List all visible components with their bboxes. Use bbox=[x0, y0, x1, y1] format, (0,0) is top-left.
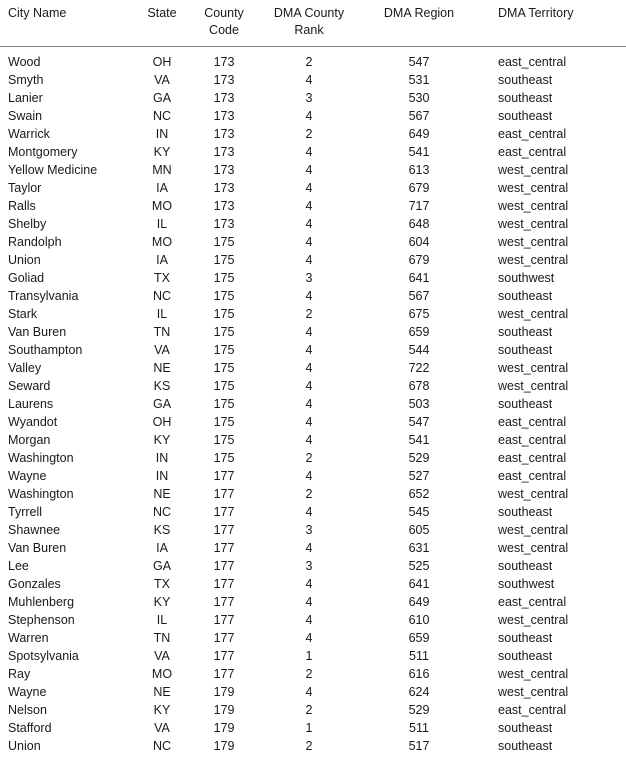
cell-city-name: Warren bbox=[8, 631, 49, 645]
cell-dma-territory: west_central bbox=[498, 163, 569, 177]
table-row bbox=[0, 359, 626, 377]
cell-state: GA bbox=[152, 397, 172, 411]
column-header-label: County Code bbox=[204, 6, 244, 37]
cell-dma-county-rank: 2 bbox=[305, 667, 313, 681]
table-row bbox=[0, 143, 626, 161]
table-row bbox=[0, 233, 626, 251]
table-row bbox=[0, 251, 626, 269]
cell-state: KY bbox=[153, 145, 171, 159]
cell-dma-territory: east_central bbox=[498, 703, 567, 717]
table-row bbox=[0, 413, 626, 431]
cell-dma-region: 649 bbox=[408, 127, 430, 141]
cell-state: NE bbox=[153, 361, 171, 375]
cell-state: TN bbox=[153, 325, 171, 339]
column-header-label: City Name bbox=[8, 6, 67, 20]
table-row bbox=[0, 47, 626, 72]
cell-dma-region: 610 bbox=[408, 613, 430, 627]
column-header-state bbox=[130, 0, 194, 47]
cell-dma-region: 624 bbox=[408, 685, 430, 699]
cell-dma-territory: west_central bbox=[498, 235, 569, 249]
cell-county-code: 177 bbox=[213, 505, 235, 519]
cell-city-name: Stafford bbox=[8, 721, 52, 735]
cell-dma-county-rank: 4 bbox=[305, 595, 313, 609]
cell-county-code: 175 bbox=[213, 343, 235, 357]
column-header-label: State bbox=[147, 6, 177, 20]
cell-dma-region: 530 bbox=[408, 91, 430, 105]
cell-state: NC bbox=[152, 109, 172, 123]
cell-dma-territory: southeast bbox=[498, 289, 553, 303]
cell-dma-region: 531 bbox=[408, 73, 430, 87]
cell-dma-territory: east_central bbox=[498, 433, 567, 447]
cell-dma-region: 567 bbox=[408, 289, 430, 303]
cell-dma-region: 659 bbox=[408, 631, 430, 645]
cell-dma-county-rank: 2 bbox=[305, 127, 313, 141]
cell-dma-county-rank: 4 bbox=[305, 541, 313, 555]
cell-state: NC bbox=[152, 505, 172, 519]
cell-dma-territory: west_central bbox=[498, 361, 569, 375]
cell-county-code: 177 bbox=[213, 487, 235, 501]
table-row bbox=[0, 377, 626, 395]
cell-city-name: Wayne bbox=[8, 685, 47, 699]
cell-dma-region: 541 bbox=[408, 433, 430, 447]
column-header-city-name bbox=[0, 0, 130, 47]
cell-dma-region: 679 bbox=[408, 181, 430, 195]
cell-dma-county-rank: 2 bbox=[305, 703, 313, 717]
cell-dma-region: 527 bbox=[408, 469, 430, 483]
table-row bbox=[0, 719, 626, 737]
cell-dma-region: 517 bbox=[408, 739, 430, 753]
cell-dma-region: 641 bbox=[408, 271, 430, 285]
table-row bbox=[0, 683, 626, 701]
cell-dma-region: 547 bbox=[408, 415, 430, 429]
cell-county-code: 177 bbox=[213, 649, 235, 663]
cell-state: IN bbox=[155, 469, 169, 483]
cell-dma-territory: west_central bbox=[498, 379, 569, 393]
cell-county-code: 175 bbox=[213, 379, 235, 393]
table-row bbox=[0, 107, 626, 125]
cell-city-name: Van Buren bbox=[8, 325, 67, 339]
cell-state: TX bbox=[154, 271, 170, 285]
cell-city-name: Warrick bbox=[8, 127, 50, 141]
cell-county-code: 177 bbox=[213, 523, 235, 537]
cell-state: VA bbox=[154, 721, 170, 735]
cell-state: VA bbox=[154, 343, 170, 357]
cell-dma-territory: west_central bbox=[498, 307, 569, 321]
cell-city-name: Stephenson bbox=[8, 613, 75, 627]
cell-state: IA bbox=[156, 541, 168, 555]
cell-county-code: 177 bbox=[213, 559, 235, 573]
cell-city-name: Muhlenberg bbox=[8, 595, 75, 609]
cell-dma-county-rank: 4 bbox=[305, 181, 313, 195]
cell-city-name: Lanier bbox=[8, 91, 43, 105]
cell-city-name: Morgan bbox=[8, 433, 51, 447]
cell-city-name: Ralls bbox=[8, 199, 36, 213]
cell-county-code: 173 bbox=[213, 55, 235, 69]
cell-dma-county-rank: 4 bbox=[305, 109, 313, 123]
table-header bbox=[0, 0, 626, 47]
cell-state: KY bbox=[153, 703, 171, 717]
cell-state: IL bbox=[156, 613, 168, 627]
cell-dma-territory: southeast bbox=[498, 739, 553, 753]
cell-state: MO bbox=[151, 235, 173, 249]
cell-state: NC bbox=[152, 289, 172, 303]
cell-city-name: Montgomery bbox=[8, 145, 78, 159]
cell-city-name: Union bbox=[8, 739, 41, 753]
cell-dma-county-rank: 4 bbox=[305, 415, 313, 429]
cell-dma-county-rank: 2 bbox=[305, 451, 313, 465]
cell-dma-county-rank: 2 bbox=[305, 55, 313, 69]
cell-dma-county-rank: 3 bbox=[305, 559, 313, 573]
column-header-dma-territory bbox=[474, 0, 626, 47]
cell-state: IA bbox=[156, 181, 168, 195]
cell-state: IA bbox=[156, 253, 168, 267]
cell-city-name: Wyandot bbox=[8, 415, 58, 429]
cell-city-name: Union bbox=[8, 253, 41, 267]
column-header-label: DMA Territory bbox=[498, 6, 574, 20]
cell-dma-region: 567 bbox=[408, 109, 430, 123]
cell-state: KS bbox=[153, 379, 171, 393]
cell-dma-territory: east_central bbox=[498, 145, 567, 159]
table-row bbox=[0, 431, 626, 449]
cell-county-code: 179 bbox=[213, 721, 235, 735]
table-row bbox=[0, 647, 626, 665]
cell-dma-region: 544 bbox=[408, 343, 430, 357]
cell-county-code: 179 bbox=[213, 685, 235, 699]
cell-dma-region: 529 bbox=[408, 703, 430, 717]
cell-dma-territory: east_central bbox=[498, 469, 567, 483]
table-row bbox=[0, 197, 626, 215]
table-row bbox=[0, 161, 626, 179]
cell-dma-county-rank: 3 bbox=[305, 523, 313, 537]
column-header-county-code bbox=[194, 0, 254, 47]
cell-county-code: 175 bbox=[213, 235, 235, 249]
cell-county-code: 175 bbox=[213, 361, 235, 375]
cell-dma-territory: west_central bbox=[498, 487, 569, 501]
cell-dma-county-rank: 1 bbox=[305, 649, 313, 663]
cell-county-code: 177 bbox=[213, 469, 235, 483]
table-row bbox=[0, 575, 626, 593]
cell-dma-region: 525 bbox=[408, 559, 430, 573]
cell-county-code: 179 bbox=[213, 739, 235, 753]
table-row bbox=[0, 701, 626, 719]
table-row bbox=[0, 125, 626, 143]
cell-county-code: 173 bbox=[213, 127, 235, 141]
cell-dma-territory: east_central bbox=[498, 55, 567, 69]
cell-dma-territory: west_central bbox=[498, 541, 569, 555]
cell-city-name: Smyth bbox=[8, 73, 44, 87]
cell-state: IN bbox=[155, 451, 169, 465]
cell-county-code: 177 bbox=[213, 631, 235, 645]
cell-city-name: Wood bbox=[8, 55, 41, 69]
cell-city-name: Wayne bbox=[8, 469, 47, 483]
cell-city-name: Randolph bbox=[8, 235, 62, 249]
cell-city-name: Stark bbox=[8, 307, 38, 321]
cell-dma-county-rank: 4 bbox=[305, 397, 313, 411]
cell-dma-county-rank: 4 bbox=[305, 631, 313, 645]
table-row bbox=[0, 323, 626, 341]
table-row bbox=[0, 305, 626, 323]
cell-dma-region: 511 bbox=[409, 721, 429, 735]
cell-city-name: Transylvania bbox=[8, 289, 79, 303]
table-row bbox=[0, 269, 626, 287]
cell-city-name: Ray bbox=[8, 667, 31, 681]
cell-dma-county-rank: 4 bbox=[305, 469, 313, 483]
cell-dma-county-rank: 4 bbox=[305, 505, 313, 519]
table-body bbox=[0, 47, 626, 756]
cell-county-code: 175 bbox=[213, 397, 235, 411]
cell-city-name: Nelson bbox=[8, 703, 47, 717]
cell-dma-territory: southeast bbox=[498, 109, 553, 123]
cell-dma-county-rank: 4 bbox=[305, 361, 313, 375]
cell-dma-territory: southeast bbox=[498, 721, 553, 735]
cell-dma-territory: west_central bbox=[498, 253, 569, 267]
cell-dma-territory: east_central bbox=[498, 415, 567, 429]
cell-dma-territory: southeast bbox=[498, 631, 553, 645]
column-header-dma-county-rank bbox=[254, 0, 364, 47]
cell-dma-region: 649 bbox=[408, 595, 430, 609]
cell-county-code: 175 bbox=[213, 307, 235, 321]
cell-dma-region: 631 bbox=[408, 541, 430, 555]
table-row bbox=[0, 71, 626, 89]
cell-dma-territory: west_central bbox=[498, 199, 569, 213]
cell-state: NC bbox=[152, 739, 172, 753]
cell-dma-county-rank: 4 bbox=[305, 217, 313, 231]
cell-dma-region: 545 bbox=[408, 505, 430, 519]
table-row bbox=[0, 449, 626, 467]
cell-dma-region: 648 bbox=[408, 217, 430, 231]
cell-county-code: 175 bbox=[213, 289, 235, 303]
cell-city-name: Yellow Medicine bbox=[8, 163, 98, 177]
cell-dma-territory: southwest bbox=[498, 577, 555, 591]
cell-dma-territory: west_central bbox=[498, 685, 569, 699]
table-row bbox=[0, 179, 626, 197]
cell-state: KY bbox=[153, 595, 171, 609]
cell-county-code: 175 bbox=[213, 415, 235, 429]
cell-county-code: 173 bbox=[213, 199, 235, 213]
cell-city-name: Taylor bbox=[8, 181, 42, 195]
cell-dma-county-rank: 4 bbox=[305, 343, 313, 357]
cell-county-code: 175 bbox=[213, 253, 235, 267]
cell-dma-region: 605 bbox=[408, 523, 430, 537]
cell-county-code: 177 bbox=[213, 595, 235, 609]
cell-city-name: Washington bbox=[8, 487, 74, 501]
cell-dma-county-rank: 2 bbox=[305, 739, 313, 753]
cell-county-code: 177 bbox=[213, 667, 235, 681]
cell-dma-county-rank: 4 bbox=[305, 379, 313, 393]
cell-city-name: Shelby bbox=[8, 217, 47, 231]
cell-dma-region: 547 bbox=[408, 55, 430, 69]
cell-dma-region: 659 bbox=[408, 325, 430, 339]
cell-dma-territory: west_central bbox=[498, 523, 569, 537]
cell-dma-county-rank: 4 bbox=[305, 289, 313, 303]
cell-state: MO bbox=[151, 667, 173, 681]
cell-state: GA bbox=[152, 91, 172, 105]
cell-dma-territory: west_central bbox=[498, 181, 569, 195]
cell-dma-county-rank: 4 bbox=[305, 433, 313, 447]
cell-dma-territory: southeast bbox=[498, 649, 553, 663]
cell-dma-county-rank: 4 bbox=[305, 577, 313, 591]
cell-dma-county-rank: 3 bbox=[305, 271, 313, 285]
cell-county-code: 175 bbox=[213, 271, 235, 285]
cell-dma-territory: southeast bbox=[498, 73, 553, 87]
cell-dma-county-rank: 4 bbox=[305, 235, 313, 249]
cell-dma-county-rank: 4 bbox=[305, 199, 313, 213]
cell-city-name: Swain bbox=[8, 109, 43, 123]
cell-city-name: Gonzales bbox=[8, 577, 61, 591]
cell-dma-territory: west_central bbox=[498, 667, 569, 681]
cell-dma-county-rank: 3 bbox=[305, 91, 313, 105]
cell-city-name: Valley bbox=[8, 361, 42, 375]
cell-dma-region: 717 bbox=[408, 199, 430, 213]
cell-state: OH bbox=[152, 415, 172, 429]
cell-state: GA bbox=[152, 559, 172, 573]
cell-city-name: Tyrrell bbox=[8, 505, 43, 519]
cell-dma-region: 529 bbox=[408, 451, 430, 465]
cell-dma-county-rank: 4 bbox=[305, 163, 313, 177]
table-row bbox=[0, 629, 626, 647]
cell-county-code: 173 bbox=[213, 181, 235, 195]
cell-dma-territory: southwest bbox=[498, 271, 555, 285]
cell-county-code: 175 bbox=[213, 433, 235, 447]
table-row bbox=[0, 611, 626, 629]
cell-city-name: Seward bbox=[8, 379, 51, 393]
table-row bbox=[0, 539, 626, 557]
cell-dma-county-rank: 1 bbox=[305, 721, 313, 735]
cell-dma-territory: east_central bbox=[498, 595, 567, 609]
cell-dma-region: 652 bbox=[408, 487, 430, 501]
table-row bbox=[0, 341, 626, 359]
column-header-label: DMA County Rank bbox=[273, 6, 345, 37]
table-row bbox=[0, 557, 626, 575]
cell-county-code: 173 bbox=[213, 163, 235, 177]
cell-county-code: 175 bbox=[213, 451, 235, 465]
cell-state: NE bbox=[153, 685, 171, 699]
table-row bbox=[0, 593, 626, 611]
cell-county-code: 173 bbox=[213, 217, 235, 231]
table-row bbox=[0, 89, 626, 107]
cell-dma-region: 503 bbox=[408, 397, 430, 411]
cell-dma-region: 613 bbox=[408, 163, 430, 177]
cell-dma-region: 678 bbox=[408, 379, 430, 393]
cell-county-code: 179 bbox=[213, 703, 235, 717]
cell-dma-county-rank: 4 bbox=[305, 253, 313, 267]
table-row bbox=[0, 287, 626, 305]
cell-state: VA bbox=[154, 73, 170, 87]
cell-county-code: 173 bbox=[213, 145, 235, 159]
cell-dma-territory: southeast bbox=[498, 91, 553, 105]
cell-dma-county-rank: 4 bbox=[305, 325, 313, 339]
cell-dma-territory: west_central bbox=[498, 217, 569, 231]
cell-dma-county-rank: 2 bbox=[305, 487, 313, 501]
cell-state: NE bbox=[153, 487, 171, 501]
cell-dma-territory: southeast bbox=[498, 325, 553, 339]
cell-county-code: 177 bbox=[213, 541, 235, 555]
cell-dma-county-rank: 4 bbox=[305, 73, 313, 87]
cell-state: TN bbox=[153, 631, 171, 645]
table-row bbox=[0, 665, 626, 683]
cell-dma-region: 641 bbox=[408, 577, 430, 591]
table-row bbox=[0, 467, 626, 485]
cell-city-name: Goliad bbox=[8, 271, 45, 285]
cell-city-name: Spotsylvania bbox=[8, 649, 79, 663]
column-header-dma-region bbox=[364, 0, 474, 47]
cell-city-name: Southampton bbox=[8, 343, 83, 357]
cell-dma-region: 679 bbox=[408, 253, 430, 267]
cell-county-code: 175 bbox=[213, 325, 235, 339]
cell-state: KS bbox=[153, 523, 171, 537]
cell-state: MO bbox=[151, 199, 173, 213]
cell-dma-territory: west_central bbox=[498, 613, 569, 627]
cell-dma-territory: east_central bbox=[498, 127, 567, 141]
cell-state: MN bbox=[152, 163, 172, 177]
cell-dma-territory: southeast bbox=[498, 559, 553, 573]
cell-dma-territory: southeast bbox=[498, 505, 553, 519]
cell-state: VA bbox=[154, 649, 170, 663]
cell-city-name: Laurens bbox=[8, 397, 54, 411]
table-row bbox=[0, 503, 626, 521]
table-row bbox=[0, 485, 626, 503]
cell-dma-county-rank: 4 bbox=[305, 685, 313, 699]
table-row bbox=[0, 395, 626, 413]
cell-dma-region: 541 bbox=[408, 145, 430, 159]
header-row bbox=[0, 0, 626, 47]
cell-state: KY bbox=[153, 433, 171, 447]
table-row bbox=[0, 215, 626, 233]
cell-dma-county-rank: 4 bbox=[305, 613, 313, 627]
cell-state: OH bbox=[152, 55, 172, 69]
cell-dma-region: 675 bbox=[408, 307, 430, 321]
cell-state: IL bbox=[156, 307, 168, 321]
cell-dma-territory: southeast bbox=[498, 343, 553, 357]
cell-dma-region: 616 bbox=[408, 667, 430, 681]
cell-dma-region: 511 bbox=[409, 649, 429, 663]
cell-county-code: 173 bbox=[213, 109, 235, 123]
cell-county-code: 177 bbox=[213, 613, 235, 627]
column-header-label: DMA Region bbox=[383, 6, 455, 20]
table-row bbox=[0, 737, 626, 755]
cell-county-code: 177 bbox=[213, 577, 235, 591]
table-row bbox=[0, 521, 626, 539]
cell-city-name: Van Buren bbox=[8, 541, 67, 555]
cell-city-name: Washington bbox=[8, 451, 74, 465]
cell-dma-county-rank: 4 bbox=[305, 145, 313, 159]
cell-state: TX bbox=[154, 577, 170, 591]
cell-dma-territory: southeast bbox=[498, 397, 553, 411]
cell-dma-region: 604 bbox=[408, 235, 430, 249]
cell-city-name: Shawnee bbox=[8, 523, 61, 537]
cell-county-code: 173 bbox=[213, 73, 235, 87]
cell-dma-territory: east_central bbox=[498, 451, 567, 465]
cell-state: IL bbox=[156, 217, 168, 231]
cell-dma-county-rank: 2 bbox=[305, 307, 313, 321]
cell-county-code: 173 bbox=[213, 91, 235, 105]
cell-city-name: Lee bbox=[8, 559, 29, 573]
cell-dma-region: 722 bbox=[408, 361, 430, 375]
cell-state: IN bbox=[155, 127, 169, 141]
